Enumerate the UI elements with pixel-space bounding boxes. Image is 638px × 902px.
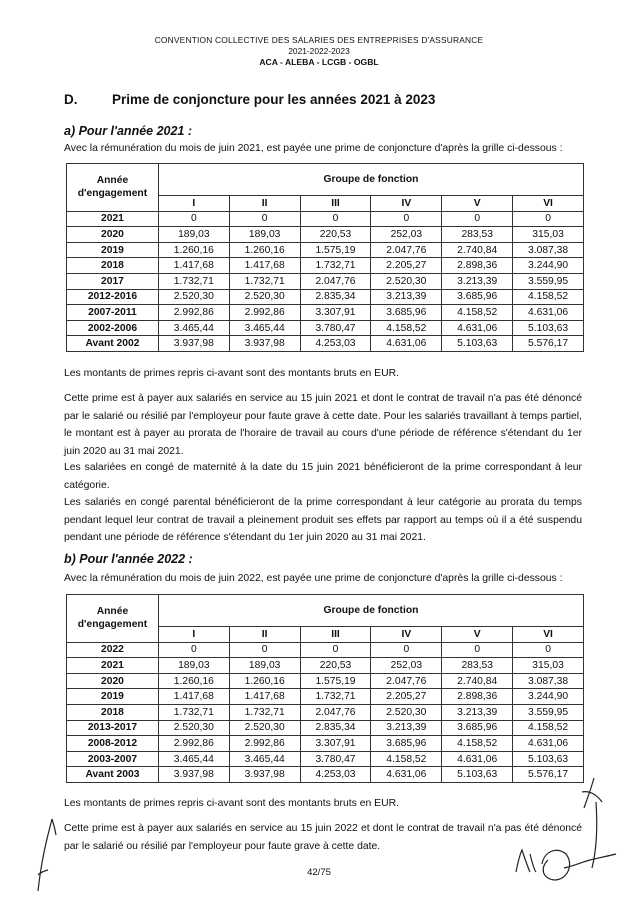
cell-amount: 5.103,63 — [513, 751, 584, 767]
cell-amount: 3.780,47 — [300, 320, 371, 336]
table-row — [67, 227, 584, 243]
cell-amount: 4.158,52 — [513, 720, 584, 736]
cell-amount: 1.732,71 — [158, 273, 229, 289]
cell-amount: 315,03 — [513, 227, 584, 243]
cell-amount: 4.158,52 — [371, 320, 442, 336]
cell-amount: 2.520,30 — [229, 720, 300, 736]
cell-amount: 3.307,91 — [300, 305, 371, 321]
table-row — [67, 336, 584, 352]
header-years: 2021-2022-2023 — [288, 46, 350, 56]
cell-amount: 2.520,30 — [229, 289, 300, 305]
cell-amount: 1.732,71 — [229, 273, 300, 289]
cell-amount: 2.992,86 — [158, 305, 229, 321]
column-header-1: I — [158, 627, 229, 643]
column-header-5: V — [442, 196, 513, 212]
cell-amount: 2.047,76 — [371, 242, 442, 258]
table-row — [67, 767, 584, 783]
row-year: 2018 — [67, 258, 159, 274]
cell-amount: 283,53 — [442, 227, 513, 243]
row-year: 2020 — [67, 673, 159, 689]
row-year: 2019 — [67, 689, 159, 705]
cell-amount: 3.465,44 — [158, 751, 229, 767]
column-header-3: III — [300, 627, 371, 643]
cell-amount: 3.244,90 — [513, 258, 584, 274]
cell-amount: 0 — [442, 642, 513, 658]
table-row — [67, 273, 584, 289]
cell-amount: 2.520,30 — [371, 273, 442, 289]
table-row — [67, 211, 584, 227]
cell-amount: 2.205,27 — [371, 258, 442, 274]
column-header-2: II — [229, 196, 300, 212]
para2-2021: Les salariées en congé de maternité à la date du 15 juin 2021 bénéficieront de la prime correspondant à leur catégorie. — [64, 462, 582, 491]
cell-amount: 189,03 — [158, 227, 229, 243]
cell-amount: 1.575,19 — [300, 673, 371, 689]
row-year: 2017 — [67, 273, 159, 289]
cell-amount: 3.213,39 — [371, 289, 442, 305]
table-row — [67, 320, 584, 336]
section-letter: D. — [64, 92, 78, 107]
note-2021: Les montants de primes repris ci-avant sont des montants bruts en EUR. — [64, 368, 399, 379]
cell-amount: 4.158,52 — [371, 751, 442, 767]
table-row — [67, 736, 584, 752]
row-year: Avant 2002 — [67, 336, 159, 352]
cell-amount: 1.575,19 — [300, 242, 371, 258]
cell-amount: 1.417,68 — [229, 689, 300, 705]
cell-amount: 2.992,86 — [229, 736, 300, 752]
cell-amount: 2.835,34 — [300, 289, 371, 305]
cell-amount: 2.898,36 — [442, 258, 513, 274]
column-header-6: VI — [513, 196, 584, 212]
cell-amount: 3.937,98 — [158, 336, 229, 352]
column-header-4: IV — [371, 627, 442, 643]
header-parties: ACA - ALEBA - LCGB - OGBL — [259, 57, 379, 67]
cell-amount: 4.631,06 — [371, 767, 442, 783]
row-year: 2019 — [67, 242, 159, 258]
para1-2021 — [64, 390, 582, 460]
cell-amount: 3.213,39 — [371, 720, 442, 736]
table-row — [67, 704, 584, 720]
cell-amount: 5.103,63 — [442, 767, 513, 783]
cell-amount: 2.992,86 — [158, 736, 229, 752]
table-row — [67, 305, 584, 321]
cell-amount: 2.520,30 — [371, 704, 442, 720]
table-row — [67, 258, 584, 274]
cell-amount: 3.559,95 — [513, 273, 584, 289]
cell-amount: 1.732,71 — [229, 704, 300, 720]
row-year: 2008-2012 — [67, 736, 159, 752]
signature-left — [30, 815, 70, 895]
para1-2021-text: Cette prime est à payer aux salariés en service au 15 juin 2021 et dont le contrat de travail n'a pas été dénoncé par le salarié ou résilié par l'employeur pour faute grave à cette date. Pour les salariés travaillant à temps partiel, le montant est à payer au prorata de l'horaire de travail au cours d'une période de référence s'étendant du 1er juin 2020 au 31 mai 2021. — [64, 393, 582, 457]
row-year: 2003-2007 — [67, 751, 159, 767]
cell-amount: 2.520,30 — [158, 289, 229, 305]
row-year: 2012-2016 — [67, 289, 159, 305]
table-corner-header: Année d'engagement — [67, 595, 159, 643]
table-row — [67, 658, 584, 674]
cell-amount: 2.520,30 — [158, 720, 229, 736]
row-year: 2021 — [67, 658, 159, 674]
cell-amount: 0 — [513, 211, 584, 227]
cell-amount: 3.087,38 — [513, 242, 584, 258]
cell-amount: 4.253,03 — [300, 336, 371, 352]
cell-amount: 2.992,86 — [229, 305, 300, 321]
cell-amount: 2.047,76 — [371, 673, 442, 689]
cell-amount: 2.835,34 — [300, 720, 371, 736]
signature-right — [512, 772, 622, 897]
cell-amount: 4.253,03 — [300, 767, 371, 783]
cell-amount: 1.260,16 — [158, 673, 229, 689]
cell-amount: 1.260,16 — [229, 242, 300, 258]
cell-amount: 0 — [158, 642, 229, 658]
cell-amount: 2.740,84 — [442, 673, 513, 689]
para1-2022: Cette prime est à payer aux salariés en service au 15 juin 2022 et dont le contrat de travail n'a pas été dénoncé par le salarié ou résilié par l'employeur pour faute grave à cette date. — [64, 823, 582, 852]
cell-amount: 3.937,98 — [158, 767, 229, 783]
cell-amount: 4.631,06 — [371, 336, 442, 352]
cell-amount: 1.732,71 — [158, 704, 229, 720]
cell-amount: 3.685,96 — [442, 720, 513, 736]
cell-amount: 4.631,06 — [513, 736, 584, 752]
cell-amount: 1.417,68 — [158, 689, 229, 705]
cell-amount: 4.631,06 — [442, 320, 513, 336]
cell-amount: 3.937,98 — [229, 336, 300, 352]
cell-amount: 0 — [229, 211, 300, 227]
table-row — [67, 689, 584, 705]
cell-amount: 3.465,44 — [229, 751, 300, 767]
cell-amount: 2.740,84 — [442, 242, 513, 258]
cell-amount: 2.047,76 — [300, 704, 371, 720]
cell-amount: 5.576,17 — [513, 336, 584, 352]
table-row — [67, 720, 584, 736]
cell-amount: 3.465,44 — [229, 320, 300, 336]
cell-amount: 2.205,27 — [371, 689, 442, 705]
table-row — [67, 751, 584, 767]
cell-amount: 3.213,39 — [442, 273, 513, 289]
row-year: 2022 — [67, 642, 159, 658]
table-row — [67, 673, 584, 689]
prime-table-2021 — [66, 163, 584, 352]
cell-amount: 2.898,36 — [442, 689, 513, 705]
cell-amount: 4.631,06 — [442, 751, 513, 767]
cell-amount: 4.631,06 — [513, 305, 584, 321]
column-header-3: III — [300, 196, 371, 212]
intro-2022: Avec la rémunération du mois de juin 2022, est payée une prime de conjoncture d'après la grille ci-dessous : — [64, 573, 563, 584]
cell-amount: 315,03 — [513, 658, 584, 674]
table-row — [67, 642, 584, 658]
row-year: 2002-2006 — [67, 320, 159, 336]
cell-amount: 252,03 — [371, 658, 442, 674]
cell-amount: 252,03 — [371, 227, 442, 243]
cell-amount: 283,53 — [442, 658, 513, 674]
cell-amount: 1.732,71 — [300, 689, 371, 705]
cell-amount: 3.307,91 — [300, 736, 371, 752]
para3-2021: Les salariés en congé parental bénéficieront de la prime correspondant à leur catégorie au prorata du temps pendant lequel leur contrat de travail a pleinement produit ses effets par rapport au temps où il a été suspendu pendant une période de référence s'étendant du 1er juin 2020 au 31 mai 2021. — [64, 497, 582, 543]
cell-amount: 4.158,52 — [442, 736, 513, 752]
cell-amount: 220,53 — [300, 658, 371, 674]
section-heading — [64, 92, 436, 107]
cell-amount: 3.685,96 — [371, 736, 442, 752]
column-header-1: I — [158, 196, 229, 212]
cell-amount: 3.465,44 — [158, 320, 229, 336]
cell-amount: 4.158,52 — [513, 289, 584, 305]
note-2022: Les montants de primes repris ci-avant sont des montants bruts en EUR. — [64, 798, 399, 809]
row-year: 2013-2017 — [67, 720, 159, 736]
row-year: 2020 — [67, 227, 159, 243]
column-header-4: IV — [371, 196, 442, 212]
subtitle-2022: b) Pour l'année 2022 : — [64, 552, 193, 566]
cell-amount: 3.213,39 — [442, 704, 513, 720]
cell-amount: 0 — [371, 642, 442, 658]
cell-amount: 3.780,47 — [300, 751, 371, 767]
section-title: Prime de conjoncture pour les années 2021 à 2023 — [112, 92, 436, 107]
cell-amount: 3.685,96 — [442, 289, 513, 305]
cell-amount: 0 — [229, 642, 300, 658]
table-corner-header: Année d'engagement — [67, 164, 159, 212]
prime-table-2022 — [66, 594, 584, 783]
cell-amount: 5.103,63 — [442, 336, 513, 352]
cell-amount: 1.417,68 — [158, 258, 229, 274]
cell-amount: 3.685,96 — [371, 305, 442, 321]
cell-amount: 0 — [300, 642, 371, 658]
cell-amount: 1.260,16 — [229, 673, 300, 689]
cell-amount: 5.103,63 — [513, 320, 584, 336]
cell-amount: 3.937,98 — [229, 767, 300, 783]
row-year: Avant 2003 — [67, 767, 159, 783]
cell-amount: 3.087,38 — [513, 673, 584, 689]
row-year: 2021 — [67, 211, 159, 227]
column-header-6: VI — [513, 627, 584, 643]
cell-amount: 0 — [158, 211, 229, 227]
cell-amount: 189,03 — [229, 658, 300, 674]
cell-amount: 4.158,52 — [442, 305, 513, 321]
group-header: Groupe de fonction — [158, 595, 583, 627]
cell-amount: 0 — [371, 211, 442, 227]
cell-amount: 5.576,17 — [513, 767, 584, 783]
cell-amount: 1.732,71 — [300, 258, 371, 274]
group-header: Groupe de fonction — [158, 164, 583, 196]
header-convention: CONVENTION COLLECTIVE DES SALARIES DES ENTREPRISES D'ASSURANCE — [154, 35, 484, 45]
column-header-5: V — [442, 627, 513, 643]
page-number: 42/75 — [307, 867, 331, 878]
cell-amount: 3.244,90 — [513, 689, 584, 705]
cell-amount: 220,53 — [300, 227, 371, 243]
cell-amount: 1.417,68 — [229, 258, 300, 274]
table-row — [67, 242, 584, 258]
cell-amount: 0 — [442, 211, 513, 227]
intro-2021: Avec la rémunération du mois de juin 2021, est payée une prime de conjoncture d'après la grille ci-dessous : — [64, 143, 563, 154]
cell-amount: 189,03 — [229, 227, 300, 243]
subtitle-2021: a) Pour l'année 2021 : — [64, 124, 193, 138]
column-header-2: II — [229, 627, 300, 643]
cell-amount: 2.047,76 — [300, 273, 371, 289]
cell-amount: 189,03 — [158, 658, 229, 674]
table-row — [67, 289, 584, 305]
cell-amount: 1.260,16 — [158, 242, 229, 258]
cell-amount: 0 — [513, 642, 584, 658]
cell-amount: 3.559,95 — [513, 704, 584, 720]
row-year: 2018 — [67, 704, 159, 720]
cell-amount: 0 — [300, 211, 371, 227]
row-year: 2007-2011 — [67, 305, 159, 321]
